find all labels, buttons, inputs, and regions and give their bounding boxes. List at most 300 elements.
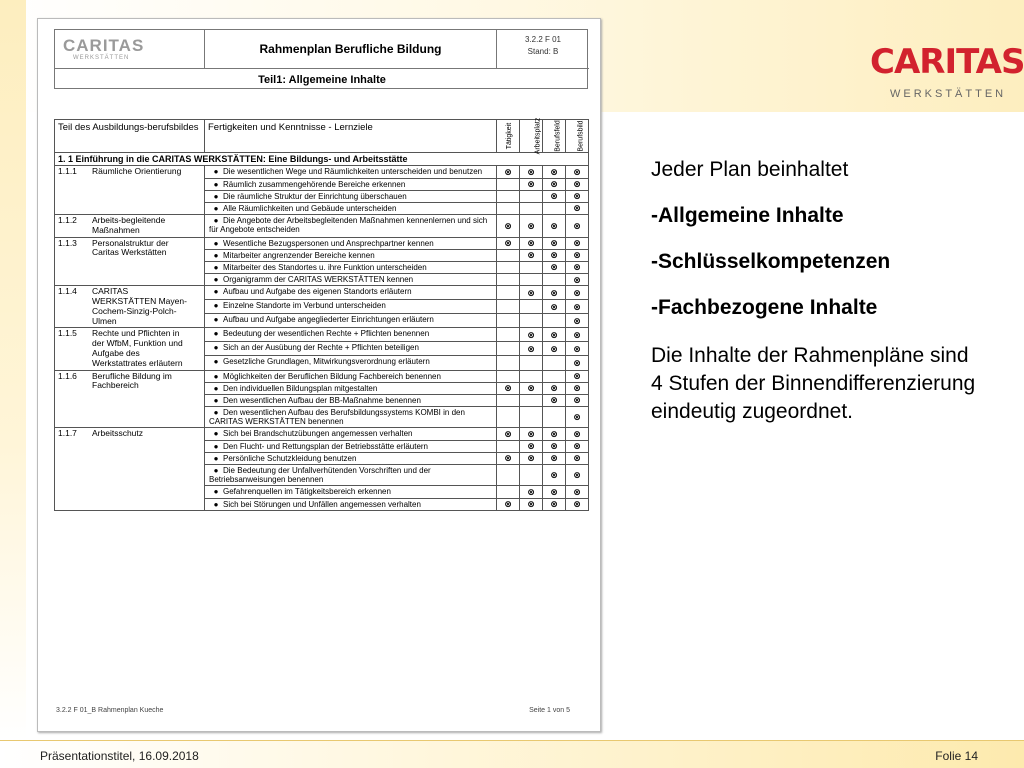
skill-cell (205, 394, 497, 406)
skill-cell (205, 382, 497, 394)
level-mark-cell (520, 249, 543, 261)
level-mark-icon: ⊗ (527, 329, 535, 340)
level-mark-cell (543, 166, 566, 178)
document-code-number: 3.2.2 F 01 (524, 35, 562, 44)
level-mark-cell (543, 428, 566, 440)
area-number: 1.1.1 (58, 166, 77, 177)
document-title: Rahmenplan Berufliche Bildung (205, 30, 497, 68)
document-logo-sub: WERKSTÄTTEN (73, 55, 130, 61)
level-mark-icon: ⊗ (573, 329, 581, 340)
bullet-icon: ● (213, 263, 219, 272)
skill-text: Räumlich zusammengehörende Bereiche erkennen (223, 179, 406, 189)
level-mark-icon: ⊗ (527, 383, 535, 394)
document-code (497, 34, 589, 58)
level-mark-cell (497, 382, 520, 394)
level-mark-cell (543, 407, 566, 428)
bullet-icon: ● (213, 203, 219, 213)
level-mark-cell (543, 382, 566, 394)
area-number: 1.1.3 (58, 237, 77, 248)
level-mark-cell (566, 249, 589, 261)
bullet-icon: ● (213, 275, 219, 285)
level-mark-cell (497, 342, 520, 356)
bullet-icon: ● (213, 329, 219, 339)
level-mark-icon: ⊗ (573, 498, 581, 509)
level-mark-icon: ⊗ (504, 383, 512, 394)
skill-text: Die Angebote der Arbeitsbegleitenden Maßnahmen kennenlernen und sich für Angebote entscheiden (209, 216, 488, 235)
area-label: Personalstruktur der Caritas Werkstätten (92, 237, 169, 258)
level-mark-icon: ⊗ (504, 498, 512, 509)
level-mark-cell (520, 407, 543, 428)
section-heading: 1. 1 Einführung in die CARITAS WERKSTÄTTEN: Eine Bildungs- und Arbeitsstätte (55, 153, 589, 166)
level-mark-icon: ⊗ (504, 166, 512, 177)
skill-cell (205, 407, 497, 428)
level-mark-icon: ⊗ (527, 343, 535, 354)
column-header-level (520, 117, 543, 155)
document-logo (55, 30, 205, 68)
level-mark-icon: ⊗ (550, 383, 558, 394)
level-mark-cell (520, 498, 543, 510)
skill-cell (205, 486, 497, 498)
level-mark-cell (497, 428, 520, 440)
skill-text: Mitarbeiter des Standortes u. ihre Funktion unterscheiden (223, 263, 427, 272)
level-mark-cell (497, 498, 520, 510)
level-mark-cell (566, 314, 589, 328)
content-item: -Schlüsselkompetenzen (651, 250, 891, 273)
table-row (55, 286, 589, 300)
level-mark-cell (543, 440, 566, 452)
level-mark-cell (497, 407, 520, 428)
level-mark-icon: ⊗ (527, 441, 535, 452)
level-mark-icon: ⊗ (550, 395, 558, 406)
bullet-icon: ● (213, 499, 219, 509)
level-mark-cell (497, 190, 520, 202)
level-mark-cell (566, 286, 589, 300)
level-mark-cell (520, 237, 543, 249)
level-mark-icon: ⊗ (573, 301, 581, 312)
level-mark-icon: ⊗ (527, 453, 535, 464)
level-mark-cell (497, 249, 520, 261)
column-header-level (566, 120, 589, 153)
bullet-icon: ● (213, 429, 219, 439)
level-mark-cell (497, 262, 520, 274)
level-mark-cell (566, 428, 589, 440)
level-mark-cell (543, 274, 566, 286)
level-mark-cell (566, 498, 589, 510)
level-mark-icon: ⊗ (550, 166, 558, 177)
level-mark-cell (520, 440, 543, 452)
skill-cell (205, 370, 497, 382)
bullet-icon: ● (213, 250, 219, 260)
level-mark-cell (566, 202, 589, 214)
level-mark-cell (543, 178, 566, 190)
skill-text: Sich bei Störungen und Unfällen angemessen verhalten (223, 499, 421, 509)
level-mark-cell (543, 237, 566, 249)
skill-text: Bedeutung der wesentlichen Rechte + Pflichten benennen (223, 329, 430, 339)
level-mark-cell (566, 452, 589, 464)
skill-text: Wesentliche Bezugspersonen und Ansprechpartner kennen (223, 238, 434, 248)
level-mark-icon: ⊗ (573, 238, 581, 249)
description-paragraph: Die Inhalte der Rahmenpläne sind 4 Stufen der Binnendifferenzierung eindeutig zugeordnet. (651, 344, 976, 423)
skill-text: Die räumliche Struktur der Einrichtung überschauen (223, 191, 407, 201)
slide-text (651, 158, 981, 426)
level-mark-icon: ⊗ (527, 250, 535, 261)
bullet-icon: ● (213, 487, 219, 497)
level-mark-cell (497, 328, 520, 342)
level-mark-cell (566, 300, 589, 314)
level-mark-cell (497, 452, 520, 464)
skill-text: Aufbau und Aufgabe angegliederter Einrichtungen erläutern (223, 315, 434, 325)
level-mark-cell (520, 465, 543, 486)
level-mark-icon: ⊗ (573, 383, 581, 394)
column-header-level (497, 120, 520, 153)
skill-text: Den individuellen Bildungsplan mitgestalten (223, 383, 378, 393)
footer-slide-number: Folie 14 (935, 749, 978, 763)
skill-cell (205, 465, 497, 486)
table-row (55, 428, 589, 440)
level-mark-cell (543, 465, 566, 486)
level-mark-icon: ⊗ (527, 166, 535, 177)
area-cell (55, 237, 205, 286)
level-mark-cell (543, 215, 566, 238)
level-mark-cell (566, 342, 589, 356)
level-mark-cell (497, 166, 520, 178)
skill-text: Die wesentlichen Wege und Räumlichkeiten unterscheiden und benutzen (223, 167, 483, 177)
level-mark-icon: ⊗ (550, 262, 558, 273)
level-mark-icon: ⊗ (550, 191, 558, 202)
level-mark-cell (520, 370, 543, 382)
level-mark-icon: ⊗ (550, 343, 558, 354)
level-mark-icon: ⊗ (573, 262, 581, 273)
caritas-logo (870, 34, 1024, 106)
content-item: -Allgemeine Inhalte (651, 204, 844, 227)
skill-text: Sich an der Ausübung der Rechte + Pflichten beteiligen (223, 343, 419, 353)
area-label: Arbeits-begleitende Maßnahmen (92, 215, 166, 235)
bullet-icon: ● (213, 167, 219, 177)
skill-cell (205, 166, 497, 178)
level-mark-icon: ⊗ (550, 287, 558, 298)
level-mark-cell (520, 314, 543, 328)
table-row (55, 237, 589, 249)
level-mark-cell (497, 300, 520, 314)
skill-cell (205, 328, 497, 342)
area-label: Arbeitsschutz (92, 428, 144, 439)
level-mark-cell (520, 394, 543, 406)
level-mark-cell (497, 286, 520, 300)
logo-word: CARITAS (870, 42, 1024, 82)
level-mark-cell (520, 300, 543, 314)
skill-text: Gefahrenquellen im Tätigkeitsbereich erkennen (223, 487, 391, 497)
level-label: Arbeitsplatz (534, 117, 542, 155)
skill-cell (205, 356, 497, 370)
level-mark-icon: ⊗ (527, 178, 535, 189)
level-mark-icon: ⊗ (573, 203, 581, 214)
level-mark-cell (520, 486, 543, 498)
column-header-skills: Fertigkeiten und Kenntnisse - Lernziele (205, 120, 497, 153)
area-cell (55, 166, 205, 215)
level-mark-icon: ⊗ (527, 287, 535, 298)
level-mark-cell (497, 274, 520, 286)
level-mark-icon: ⊗ (504, 428, 512, 439)
level-mark-icon: ⊗ (573, 250, 581, 261)
bullet-icon: ● (213, 343, 219, 353)
level-mark-cell (543, 328, 566, 342)
area-number: 1.1.7 (58, 428, 77, 439)
level-mark-cell (543, 314, 566, 328)
level-mark-cell (566, 274, 589, 286)
bullet-icon: ● (213, 301, 219, 311)
level-mark-icon: ⊗ (573, 191, 581, 202)
bullet-icon: ● (213, 315, 219, 325)
document-part-title: Teil1: Allgemeine Inhalte (55, 68, 589, 90)
skill-text: Den wesentlichen Aufbau des Berufsbildungssystems KOMBI in den CARITAS WERKSTÄTTEN benennen (209, 408, 465, 427)
level-mark-cell (497, 440, 520, 452)
area-label: Berufliche Bildung im Fachbereich (92, 370, 172, 391)
level-mark-icon: ⊗ (573, 486, 581, 497)
area-number: 1.1.6 (58, 370, 77, 381)
document-footer-right: Seite 1 von 5 (529, 707, 570, 714)
level-mark-cell (543, 342, 566, 356)
document-stand: Stand: B (527, 47, 559, 56)
level-mark-icon: ⊗ (573, 441, 581, 452)
level-mark-cell (543, 498, 566, 510)
level-mark-icon: ⊗ (504, 238, 512, 249)
document-logo-word: CARITAS (63, 36, 145, 55)
column-header-level (543, 120, 566, 153)
level-mark-icon: ⊗ (573, 315, 581, 326)
level-mark-cell (543, 356, 566, 370)
level-label: Berufsfeld (554, 120, 562, 152)
area-cell (55, 328, 205, 370)
level-mark-icon: ⊗ (527, 498, 535, 509)
level-mark-cell (566, 370, 589, 382)
bullet-icon: ● (213, 453, 219, 463)
skill-cell (205, 286, 497, 300)
area-cell (55, 215, 205, 238)
area-cell (55, 286, 205, 328)
level-mark-icon: ⊗ (550, 428, 558, 439)
skill-cell (205, 215, 497, 238)
level-mark-icon: ⊗ (550, 301, 558, 312)
level-mark-icon: ⊗ (527, 220, 535, 231)
level-mark-icon: ⊗ (573, 274, 581, 285)
skill-text: Die Bedeutung der Unfallverhütenden Vorschriften und der Betriebsanweisungen benennen (209, 466, 431, 485)
level-mark-icon: ⊗ (573, 412, 581, 423)
skill-text: Gesetzliche Grundlagen, Mitwirkungsverordnung erläutern (223, 357, 430, 367)
skill-cell (205, 237, 497, 249)
level-mark-cell (566, 440, 589, 452)
level-mark-cell (520, 262, 543, 274)
level-mark-cell (520, 342, 543, 356)
skill-text: Den wesentlichen Aufbau der BB-Maßnahme benennen (223, 395, 421, 405)
level-mark-icon: ⊗ (527, 486, 535, 497)
skill-cell (205, 314, 497, 328)
skill-text: Mitarbeiter angrenzender Bereiche kennen (223, 250, 375, 260)
skill-text: Alle Räumlichkeiten und Gebäude unterscheiden (223, 203, 397, 213)
level-label: Berufsbild (577, 120, 585, 152)
level-mark-cell (543, 370, 566, 382)
level-mark-cell (543, 190, 566, 202)
skill-cell (205, 274, 497, 286)
logo-subtitle: WERKSTÄTTEN (890, 88, 1007, 100)
skill-text: Organigramm der CARITAS WERKSTÄTTEN kennen (223, 275, 414, 285)
intro-text: Jeder Plan beinhaltet (651, 158, 849, 181)
skill-cell (205, 178, 497, 190)
level-mark-cell (520, 215, 543, 238)
level-mark-cell (520, 452, 543, 464)
level-mark-cell (543, 202, 566, 214)
skill-cell (205, 452, 497, 464)
level-mark-cell (497, 394, 520, 406)
level-mark-cell (566, 486, 589, 498)
level-mark-cell (520, 166, 543, 178)
level-mark-cell (543, 486, 566, 498)
skill-cell (205, 342, 497, 356)
table-row (55, 328, 589, 342)
level-mark-icon: ⊗ (573, 220, 581, 231)
level-mark-cell (497, 237, 520, 249)
level-mark-icon: ⊗ (527, 238, 535, 249)
level-mark-cell (497, 356, 520, 370)
skill-cell (205, 498, 497, 510)
skill-text: Persönliche Schutzkleidung benutzen (223, 453, 357, 463)
bullet-icon: ● (213, 441, 219, 451)
skill-cell (205, 249, 497, 261)
level-mark-icon: ⊗ (550, 329, 558, 340)
level-mark-cell (497, 370, 520, 382)
level-mark-cell (566, 190, 589, 202)
bullet-icon: ● (213, 383, 219, 393)
skill-cell (205, 440, 497, 452)
footer-presentation-title: Präsentationstitel, 16.09.2018 (40, 749, 199, 763)
document-footer-left: 3.2.2 F 01_B Rahmenplan Kueche (56, 707, 164, 714)
level-mark-icon: ⊗ (550, 178, 558, 189)
level-mark-icon: ⊗ (573, 343, 581, 354)
bullet-icon: ● (213, 179, 219, 189)
level-mark-cell (520, 286, 543, 300)
area-number: 1.1.4 (58, 286, 77, 297)
bullet-icon: ● (213, 357, 219, 367)
level-mark-cell (566, 394, 589, 406)
level-mark-icon: ⊗ (550, 470, 558, 481)
level-mark-cell (543, 452, 566, 464)
level-mark-cell (520, 382, 543, 394)
left-band (0, 0, 26, 740)
level-mark-icon: ⊗ (550, 453, 558, 464)
column-header-area: Teil des Ausbildungs-berufsbildes (55, 120, 205, 153)
document-header (54, 29, 588, 89)
level-mark-cell (497, 202, 520, 214)
level-mark-cell (520, 190, 543, 202)
level-mark-cell (497, 486, 520, 498)
level-mark-cell (566, 328, 589, 342)
bullet-icon: ● (213, 287, 219, 297)
bullet-icon: ● (213, 216, 219, 226)
area-label: CARITAS WERKSTÄTTEN Mayen-Cochem-Sinzig-Polch-Ulmen (92, 286, 187, 326)
bullet-icon: ● (213, 191, 219, 201)
bullet-icon: ● (213, 238, 219, 248)
level-mark-icon: ⊗ (550, 486, 558, 497)
level-mark-cell (520, 428, 543, 440)
skill-text: Sich bei Brandschutzübungen angemessen verhalten (223, 429, 413, 439)
skill-text: Den Flucht- und Rettungsplan der Betriebsstätte erläutern (223, 441, 429, 451)
level-mark-icon: ⊗ (550, 220, 558, 231)
area-label: Rechte und Pflichten in der WfbM, Funktion und Aufgabe des Werkstattrates erläutern (92, 328, 183, 368)
level-mark-icon: ⊗ (573, 428, 581, 439)
level-mark-icon: ⊗ (504, 220, 512, 231)
level-mark-cell (543, 262, 566, 274)
level-mark-cell (497, 314, 520, 328)
level-mark-cell (566, 178, 589, 190)
level-mark-cell (543, 249, 566, 261)
area-label: Räumliche Orientierung (92, 166, 182, 177)
skill-cell (205, 262, 497, 274)
level-mark-cell (566, 262, 589, 274)
bullet-icon: ● (213, 371, 219, 381)
level-mark-icon: ⊗ (573, 395, 581, 406)
footer (0, 740, 1024, 768)
level-mark-cell (566, 237, 589, 249)
skill-text: Einzelne Standorte im Verbund unterscheiden (223, 301, 386, 311)
content-item: -Fachbezogene Inhalte (651, 296, 878, 319)
skill-cell (205, 300, 497, 314)
skill-cell (205, 428, 497, 440)
level-mark-cell (566, 465, 589, 486)
level-mark-icon: ⊗ (550, 441, 558, 452)
level-mark-icon: ⊗ (573, 178, 581, 189)
level-mark-cell (520, 356, 543, 370)
level-mark-cell (543, 394, 566, 406)
area-cell (55, 370, 205, 428)
area-number: 1.1.2 (58, 215, 77, 226)
level-mark-cell (566, 407, 589, 428)
curriculum-table (54, 119, 589, 511)
level-mark-icon: ⊗ (504, 453, 512, 464)
level-mark-icon: ⊗ (527, 428, 535, 439)
skill-text: Möglichkeiten der Beruflichen Bildung Fachbereich benennen (223, 371, 441, 381)
level-mark-cell (520, 178, 543, 190)
bullet-icon: ● (213, 466, 219, 475)
table-body (55, 166, 589, 510)
level-mark-cell (566, 215, 589, 238)
table-row (55, 215, 589, 238)
level-mark-icon: ⊗ (550, 498, 558, 509)
document-page (37, 18, 601, 732)
area-number: 1.1.5 (58, 328, 77, 339)
level-mark-icon: ⊗ (573, 287, 581, 298)
bullet-icon: ● (213, 395, 219, 405)
level-mark-icon: ⊗ (550, 250, 558, 261)
area-cell (55, 428, 205, 510)
level-mark-cell (520, 202, 543, 214)
level-mark-icon: ⊗ (573, 357, 581, 368)
level-mark-cell (543, 286, 566, 300)
level-mark-cell (566, 356, 589, 370)
skill-cell (205, 202, 497, 214)
level-mark-icon: ⊗ (573, 370, 581, 381)
level-mark-cell (566, 382, 589, 394)
level-mark-icon: ⊗ (573, 453, 581, 464)
level-mark-icon: ⊗ (573, 470, 581, 481)
level-mark-cell (497, 178, 520, 190)
bullet-icon: ● (213, 408, 219, 418)
level-mark-cell (543, 300, 566, 314)
skill-cell (205, 190, 497, 202)
level-mark-cell (497, 465, 520, 486)
level-mark-cell (520, 328, 543, 342)
level-mark-icon: ⊗ (573, 166, 581, 177)
skill-text: Aufbau und Aufgabe des eigenen Standorts erläutern (223, 287, 412, 297)
level-mark-icon: ⊗ (550, 238, 558, 249)
